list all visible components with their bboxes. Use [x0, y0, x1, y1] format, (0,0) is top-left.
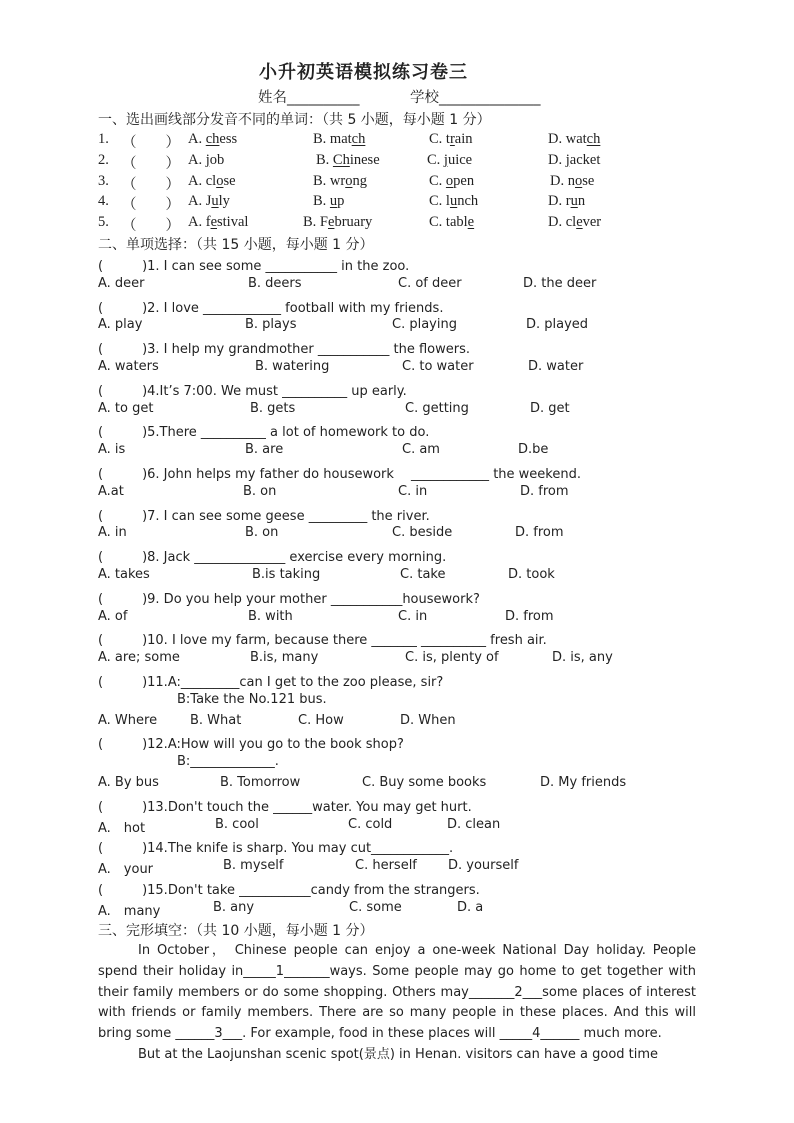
- question-6: ( )6. John helps my father do housework ____________ the weekend.: [98, 467, 581, 482]
- question-2-option-a: A. play: [98, 317, 143, 333]
- question-3-option-a: A. waters: [98, 359, 159, 374]
- question-13: ( )13.Don't touch the ______water. You may get hurt.: [98, 799, 472, 815]
- option-text: D. n: [550, 172, 575, 189]
- question-11-option-c: C. How: [298, 712, 344, 728]
- option-text: n: [577, 193, 586, 210]
- question-7: ( )7. I can see some geese _________ the river.: [98, 508, 430, 524]
- question-15-option-a: A. many: [98, 903, 161, 919]
- question-8-option-b: B.is taking: [252, 567, 321, 582]
- question-7-option-b: B. on: [245, 525, 279, 541]
- question-9-option-d: D. from: [505, 608, 554, 624]
- option-text: B. wr: [313, 172, 346, 189]
- name-line: [258, 86, 360, 107]
- phonics-option-a: [188, 214, 248, 231]
- phonics-option-b: [313, 173, 367, 190]
- question-3-option-d: D. water: [528, 359, 584, 374]
- answer-paren: （ ）: [122, 155, 180, 172]
- option-text: A.: [188, 151, 206, 168]
- name-label: 姓名: [258, 90, 287, 106]
- question-13-option-c: C. cold: [348, 816, 393, 832]
- phonics-option-a: [188, 152, 224, 169]
- phonics-option-c: [427, 152, 472, 169]
- question-4-option-c: C. getting: [405, 400, 469, 416]
- question-8: ( )8. Jack ______________ exercise every morning.: [98, 550, 447, 566]
- phonics-number: 4.: [98, 193, 109, 210]
- question-8-option-a: A. takes: [98, 567, 150, 582]
- option-text: C.: [429, 172, 446, 189]
- question-13-option-b: B. cool: [215, 816, 259, 832]
- question-8-option-d: D. took: [508, 567, 555, 582]
- question-4: ( )4.It’s 7:00. We must __________ up early.: [98, 383, 407, 399]
- phonics-option-c: [429, 131, 473, 148]
- phonics-option-a: [188, 131, 237, 148]
- option-text: A. f: [188, 214, 211, 231]
- option-text: C. tabl: [429, 214, 468, 231]
- question-7-option-a: A. in: [98, 525, 127, 541]
- answer-paren: （ ）: [122, 176, 180, 193]
- underlined-letters: e: [210, 214, 217, 231]
- underlined-letters: j: [565, 151, 570, 168]
- option-text: acket: [569, 151, 601, 168]
- phonics-option-b: [316, 152, 380, 169]
- school-blank: ______________: [439, 90, 541, 106]
- underlined-letters: ch: [351, 131, 366, 147]
- phonics-option-b: [313, 193, 344, 210]
- question-9-option-a: A. of: [98, 608, 128, 624]
- option-text: B. mat: [313, 131, 352, 147]
- question-12-option-a: A. By bus: [98, 775, 159, 790]
- question-8-option-c: C. take: [400, 567, 446, 582]
- section-3-heading: 三、完形填空：（共 10 小题，每小题 1 分）: [98, 923, 374, 939]
- option-text: ob: [209, 151, 225, 168]
- question-12: ( )12.A:How will you go to the book shop?: [98, 737, 404, 753]
- option-text: ng: [352, 172, 367, 189]
- question-15-option-b: B. any: [213, 899, 255, 915]
- phonics-option-d: [548, 193, 585, 210]
- option-text: D. wat: [548, 131, 587, 147]
- option-text: A. cl: [188, 172, 217, 189]
- option-text: ess: [219, 131, 238, 147]
- underlined-letters: j: [443, 151, 448, 168]
- option-text: C. l: [429, 193, 450, 210]
- underlined-letters: e: [467, 214, 475, 231]
- question-10-option-d: D. is, any: [552, 650, 613, 666]
- question-14: ( )14.The knife is sharp. You may cut____________.: [98, 841, 454, 857]
- option-text: nch: [457, 193, 479, 210]
- option-text: D.: [548, 151, 566, 168]
- question-11-response: B:Take the No.121 bus.: [177, 691, 327, 707]
- phonics-number: 3.: [98, 172, 109, 189]
- phonics-option-d: [548, 152, 600, 169]
- question-1-option-b: B. deers: [248, 275, 302, 291]
- question-6-option-c: C. in: [398, 483, 428, 499]
- option-text: C.: [427, 151, 444, 168]
- underlined-letters: e: [328, 214, 335, 231]
- question-3-option-c: C. to water: [402, 359, 474, 374]
- underlined-letters: o: [574, 172, 583, 189]
- question-7-option-c: C. beside: [392, 525, 453, 541]
- question-4-option-b: B. gets: [250, 400, 296, 416]
- underlined-letters: u: [329, 193, 338, 210]
- question-5-option-d: D.be: [518, 442, 549, 458]
- underlined-letters: u: [211, 193, 219, 210]
- underlined-letters: u: [449, 193, 458, 210]
- name-blank: __________: [287, 90, 360, 106]
- underlined-letters: ch: [586, 131, 601, 147]
- question-2: ( )2. I love ____________ football with my friends.: [98, 300, 444, 316]
- question-9-option-b: B. with: [248, 608, 293, 624]
- question-2-option-c: C. playing: [392, 317, 457, 333]
- page-title: 小升初英语模拟练习卷三: [259, 62, 468, 83]
- option-text: B. F: [303, 214, 328, 231]
- school-label: 学校: [410, 90, 439, 106]
- phonics-option-b: [303, 214, 372, 231]
- option-text: A. J: [188, 193, 212, 210]
- option-text: A.: [188, 131, 206, 147]
- phonics-option-d: [548, 131, 600, 148]
- underlined-letters: j: [205, 151, 210, 168]
- question-2-option-d: D. played: [526, 317, 589, 333]
- phonics-option-c: [429, 193, 478, 210]
- question-11-option-a: A. Where: [98, 712, 158, 728]
- question-9: ( )9. Do you help your mother ___________housework?: [98, 591, 480, 607]
- phonics-option-a: [188, 173, 236, 190]
- question-13-option-a: A. hot: [98, 820, 146, 836]
- cloze-passage: [98, 941, 696, 1066]
- school-line: [410, 86, 541, 107]
- question-15: ( )15.Don't take ___________candy from the strangers.: [98, 883, 480, 898]
- cloze-paragraph-1: In October， Chinese people can enjoy a one-week National Day holiday. People spend their holiday in_____1_______ways. Some people may go home to get together with their family members or do some shopping. Others may_______2___some places of interest with friends or family members. There are so many people in these places. And this will bring some ______3___. For example, food in these places will _____4______ much more.: [98, 943, 696, 1042]
- question-5-option-a: A. is: [98, 442, 126, 458]
- underlined-letters: Ch: [332, 151, 350, 168]
- underlined-letters: ch: [205, 131, 220, 147]
- section-1-heading: 一、选出画线部分发音不同的单词：（共 5 小题，每小题 1 分）: [98, 112, 491, 128]
- question-6-option-a: A.at: [98, 483, 124, 499]
- section-2-heading: 二、单项选择：（共 15 小题，每小题 1 分）: [98, 237, 374, 253]
- option-text: B.: [313, 193, 330, 210]
- option-text: uice: [447, 151, 473, 168]
- phonics-number: 2.: [98, 151, 109, 168]
- question-15-option-d: D. a: [457, 899, 484, 915]
- option-text: D. cl: [548, 214, 577, 231]
- question-13-option-d: D. clean: [447, 816, 501, 832]
- answer-paren: （ ）: [122, 135, 180, 151]
- question-11-option-b: B. What: [190, 712, 242, 728]
- answer-paren: （ ）: [122, 218, 180, 235]
- option-text: se: [582, 172, 595, 189]
- phonics-option-a: [188, 193, 230, 210]
- phonics-option-d: [550, 173, 594, 190]
- option-text: B.: [316, 151, 333, 168]
- question-14-option-b: B. myself: [223, 858, 284, 874]
- question-4-option-d: D. get: [530, 400, 570, 416]
- option-text: ain: [454, 131, 473, 147]
- question-10-option-c: C. is, plenty of: [405, 650, 499, 666]
- phonics-option-c: [429, 214, 474, 231]
- question-4-option-a: A. to get: [98, 400, 154, 416]
- question-14-option-a: A. your: [98, 862, 154, 878]
- question-1: ( )1. I can see some ___________ in the zoo.: [98, 259, 410, 274]
- question-3-option-b: B. watering: [255, 359, 330, 374]
- question-11: ( )11.A:_________can I get to the zoo please, sir?: [98, 675, 444, 690]
- option-text: p: [337, 193, 345, 210]
- phonics-option-d: [548, 214, 601, 231]
- question-14-option-d: D. yourself: [448, 858, 519, 874]
- question-5: ( )5.There __________ a lot of homework to do.: [98, 425, 430, 441]
- underlined-letters: r: [449, 131, 455, 147]
- question-15-option-c: C. some: [349, 899, 402, 915]
- option-text: pen: [453, 172, 475, 189]
- question-9-option-c: C. in: [398, 608, 428, 624]
- question-14-option-c: C. herself: [355, 858, 417, 874]
- question-1-option-c: C. of deer: [398, 275, 462, 291]
- question-6-option-d: D. from: [520, 483, 569, 499]
- question-11-option-d: D. When: [400, 712, 456, 728]
- phonics-option-b: [313, 131, 365, 148]
- question-10-option-b: B.is, many: [250, 650, 319, 666]
- question-12-option-c: C. Buy some books: [362, 775, 487, 790]
- question-5-option-b: B. are: [245, 442, 284, 458]
- question-12-option-d: D. My friends: [540, 775, 627, 790]
- question-2-option-b: B. plays: [245, 317, 297, 333]
- underlined-letters: o: [445, 172, 454, 189]
- cloze-paragraph-2: But at the Laojunshan scenic spot(景点) in Henan. visitors can have a good time: [138, 1046, 659, 1062]
- phonics-option-c: [429, 173, 474, 190]
- underlined-letters: u: [570, 193, 578, 210]
- option-text: ver: [582, 214, 602, 231]
- question-1-option-d: D. the deer: [523, 275, 597, 291]
- question-6-option-b: B. on: [243, 483, 277, 499]
- option-text: inese: [349, 151, 380, 168]
- option-text: stival: [217, 214, 249, 231]
- option-text: C. t: [429, 131, 450, 147]
- question-10: ( )10. I love my farm, because there _______ __________ fresh air.: [98, 633, 547, 649]
- answer-paren: （ ）: [122, 197, 180, 214]
- question-5-option-c: C. am: [402, 442, 440, 458]
- option-text: bruary: [334, 214, 373, 231]
- underlined-letters: o: [216, 172, 224, 189]
- question-12-option-b: B. Tomorrow: [220, 775, 301, 790]
- option-text: se: [223, 172, 236, 189]
- underlined-letters: e: [576, 214, 583, 231]
- question-10-option-a: A. are; some: [98, 650, 180, 666]
- question-12-response: B:_____________.: [177, 754, 279, 770]
- underlined-letters: o: [345, 172, 353, 189]
- phonics-number: 5.: [98, 214, 109, 231]
- phonics-number: 1.: [98, 131, 109, 147]
- option-text: ly: [218, 193, 230, 210]
- option-text: D. r: [548, 193, 571, 210]
- question-3: ( )3. I help my grandmother ___________ the flowers.: [98, 342, 470, 358]
- question-1-option-a: A. deer: [98, 275, 145, 291]
- question-7-option-d: D. from: [515, 525, 564, 541]
